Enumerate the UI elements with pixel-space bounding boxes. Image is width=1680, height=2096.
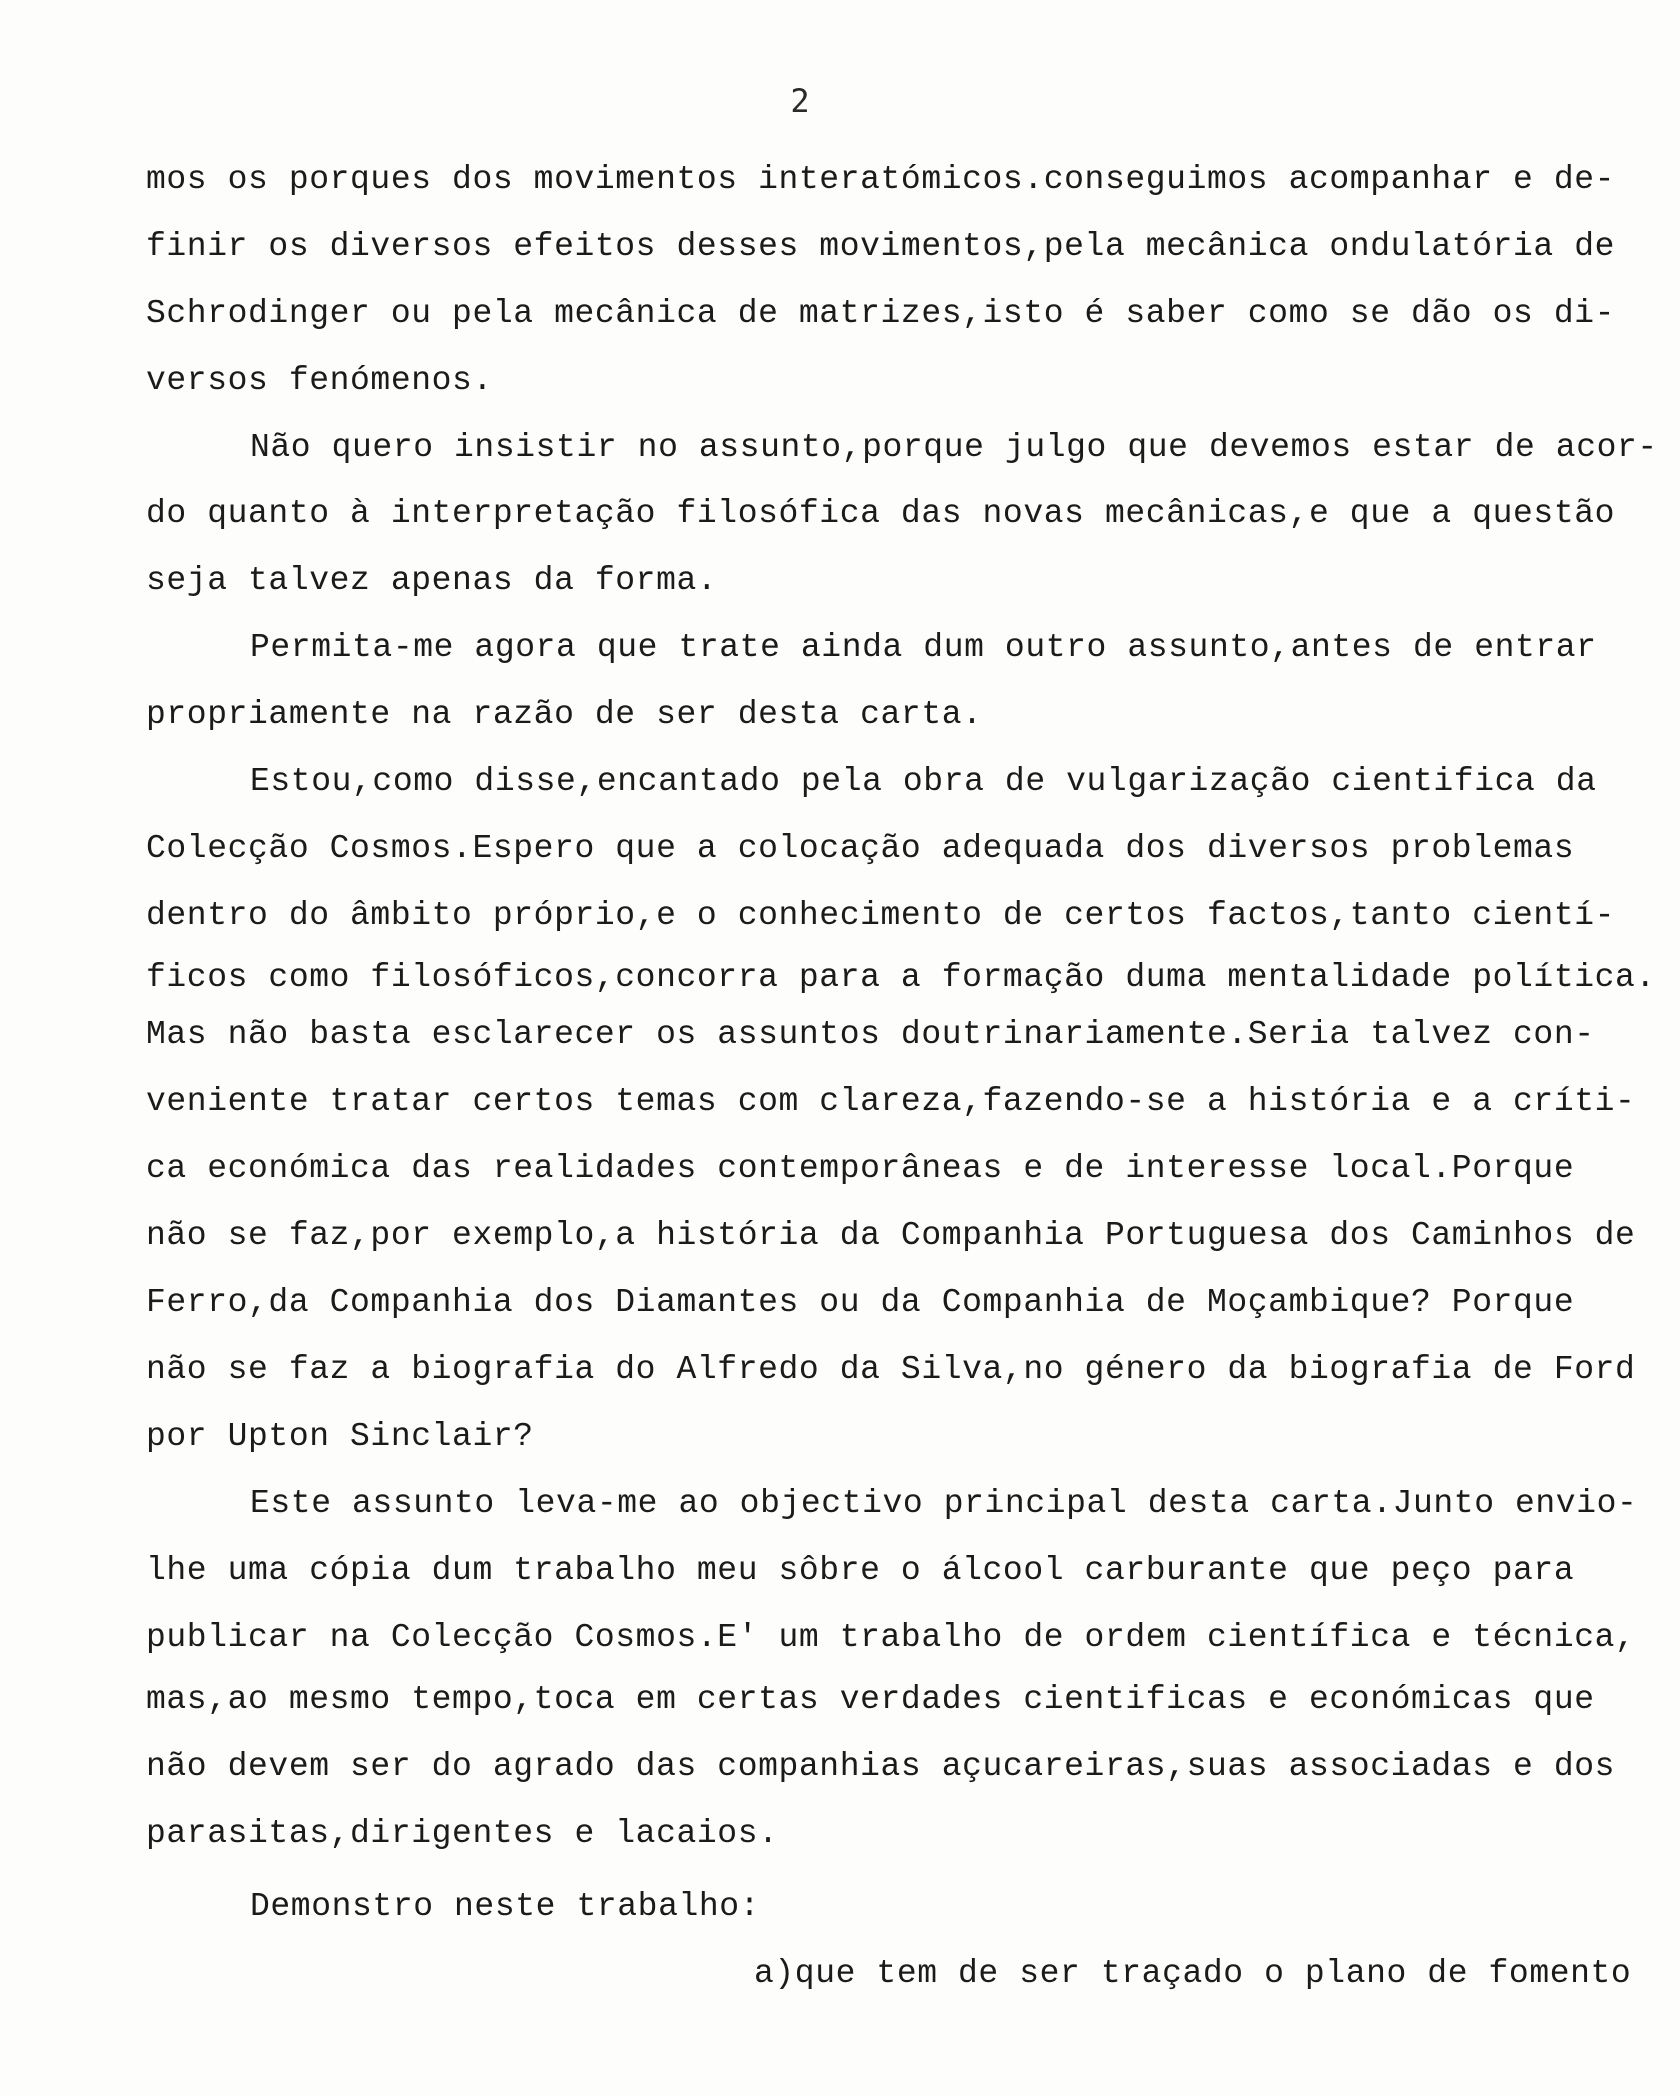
text-line: versos fenómenos.	[146, 362, 493, 399]
text-line: dentro do âmbito próprio,e o conhecimento de certos factos,tanto cientí-	[146, 897, 1616, 934]
text-line: propriamente na razão de ser desta carta.	[146, 696, 983, 733]
text-line: Estou,como disse,encantado pela obra de vulgarização cientifica da	[250, 763, 1597, 800]
page-number: 2	[790, 82, 810, 120]
text-line: mos os porques dos movimentos interatómicos.conseguimos acompanhar e de-	[146, 161, 1616, 198]
text-line: publicar na Colecção Cosmos.E' um trabalho de ordem científica e técnica,	[146, 1619, 1636, 1656]
text-line: ca económica das realidades contemporâneas e de interesse local.Porque	[146, 1150, 1575, 1187]
text-line: Este assunto leva-me ao objectivo principal desta carta.Junto envio-	[250, 1485, 1638, 1522]
text-line: Permita-me agora que trate ainda dum outro assunto,antes de entrar	[250, 629, 1597, 666]
text-line: Demonstro neste trabalho:	[250, 1888, 761, 1925]
text-line: do quanto à interpretação filosófica das novas mecânicas,e que a questão	[146, 495, 1616, 532]
text-line: Schrodinger ou pela mecânica de matrizes,isto é saber como se dão os di-	[146, 295, 1616, 332]
text-line: não devem ser do agrado das companhias açucareiras,suas associadas e dos	[146, 1748, 1616, 1785]
text-line: Colecção Cosmos.Espero que a colocação adequada dos diversos problemas	[146, 830, 1575, 867]
text-line: por Upton Sinclair?	[146, 1418, 534, 1455]
text-line: Ferro,da Companhia dos Diamantes ou da Companhia de Moçambique? Porque	[146, 1284, 1575, 1321]
text-line: não se faz a biografia do Alfredo da Silva,no género da biografia de Ford	[146, 1351, 1636, 1388]
text-line: ficos como filosóficos,concorra para a formação duma mentalidade política.	[146, 959, 1656, 996]
text-line: lhe uma cópia dum trabalho meu sôbre o álcool carburante que peço para	[146, 1552, 1575, 1589]
text-line: veniente tratar certos temas com clareza,fazendo-se a história e a críti-	[146, 1083, 1636, 1120]
text-line: a)que tem de ser traçado o plano de fomento	[754, 1955, 1632, 1992]
text-line: não se faz,por exemplo,a história da Companhia Portuguesa dos Caminhos de	[146, 1217, 1636, 1254]
text-line: finir os diversos efeitos desses movimentos,pela mecânica ondulatória de	[146, 228, 1616, 265]
text-line: mas,ao mesmo tempo,toca em certas verdades cientificas e económicas que	[146, 1681, 1595, 1718]
text-line: Não quero insistir no assunto,porque julgo que devemos estar de acor-	[250, 429, 1658, 466]
text-line: Mas não basta esclarecer os assuntos doutrinariamente.Seria talvez con-	[146, 1016, 1595, 1053]
text-line: parasitas,dirigentes e lacaios.	[146, 1815, 779, 1852]
text-line: seja talvez apenas da forma.	[146, 562, 718, 599]
